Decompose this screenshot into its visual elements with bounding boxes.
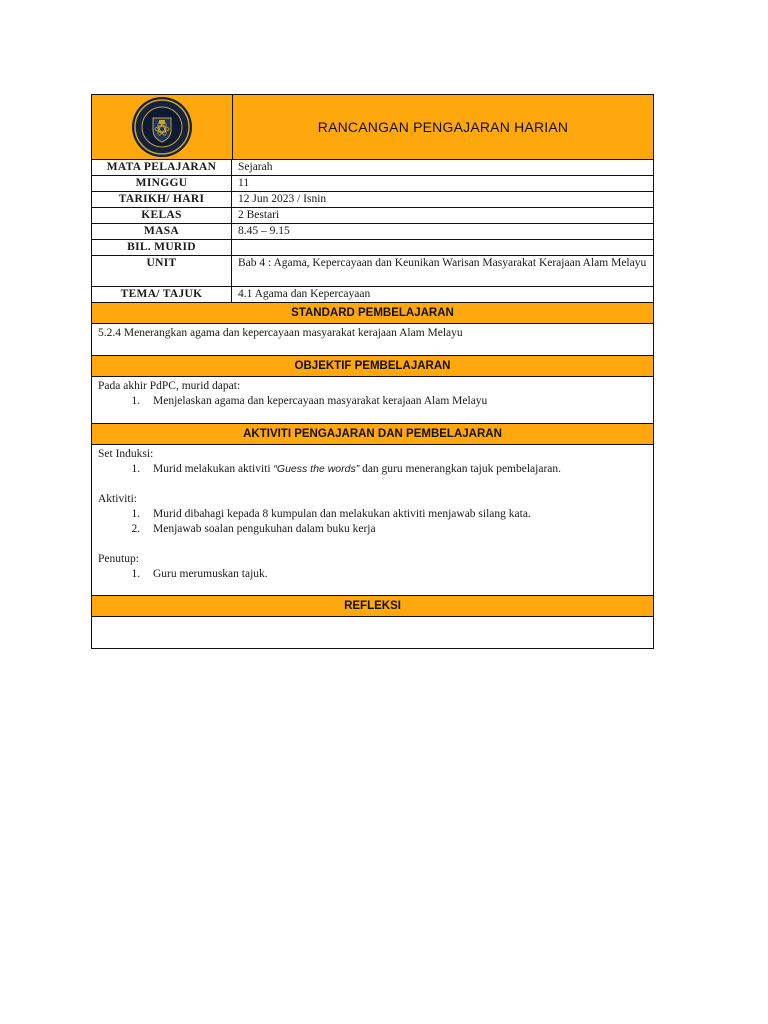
info-label: UNIT [92,256,232,286]
set-induksi-activity-name: “Guess the words” [273,463,360,475]
list-item: 1. Guru merumuskan tajuk. [143,567,647,582]
school-crest-icon [131,96,193,158]
list-item [143,462,647,477]
info-value: 8.45 – 9.15 [238,225,290,237]
info-label: BIL. MURID [92,240,232,255]
standard-text: 5.2.4 Menerangkan agama dan kepercayaan masyarakat kerajaan Alam Melayu [98,327,463,339]
info-value: 4.1 Agama dan Kepercayaan [238,288,371,300]
list-item: 1. Menjelaskan agama dan kepercayaan masyarakat kerajaan Alam Melayu [143,394,647,409]
info-row-bil-murid [92,240,653,256]
list-item: 2. Menjawab soalan pengukuhan dalam buku kerja [143,522,647,537]
info-label: MASA [92,224,232,239]
section-heading-standard: STANDARD PEMBELAJARAN [92,303,653,324]
info-label: TEMA/ TAJUK [92,287,232,302]
info-row-masa [92,224,653,240]
aktiviti-label: Aktiviti: [98,493,137,505]
info-label: MATA PELAJARAN [92,160,232,175]
info-value: 2 Bestari [238,209,280,221]
objektif-intro: Pada akhir PdPC, murid dapat: [98,380,241,392]
penutup-label: Penutup: [98,553,139,565]
section-heading-objektif: OBJEKTIF PEMBELAJARAN [92,356,653,377]
info-value: Bab 4 : Agama, Kepercayaan dan Keunikan Warisan Masyarakat Kerajaan Alam Melayu [238,257,647,269]
info-row-mata-pelajaran [92,160,653,176]
header-row [92,95,653,160]
page-title: RANCANGAN PENGAJARAN HARIAN [233,95,653,159]
list-item: 1. Murid dibahagi kepada 8 kumpulan dan melakukan aktiviti menjawab silang kata. [143,507,647,522]
set-induksi-label: Set Induksi: [98,448,154,460]
info-label: MINGGU [92,176,232,191]
section-heading-refleksi: REFLEKSI [92,596,653,617]
logo-cell [92,95,233,159]
info-label: TARIKH/ HARI [92,192,232,207]
info-value: 12 Jun 2023 / Isnin [238,193,327,205]
info-value [232,240,653,255]
lesson-plan-sheet [91,94,654,649]
standard-body [92,324,653,356]
info-row-minggu [92,176,653,192]
set-induksi-text-post: dan guru menerangkan tajuk pembelajaran. [359,463,562,475]
info-row-unit [92,256,653,287]
info-row-tarikh-hari [92,192,653,208]
info-row-kelas [92,208,653,224]
info-value: 11 [238,177,250,189]
aktiviti-body [92,445,653,596]
refleksi-body [92,617,653,648]
set-induksi-text-pre: Murid melakukan aktiviti [153,463,274,475]
info-row-tema-tajuk [92,287,653,303]
info-value: Sejarah [238,161,273,173]
info-label: KELAS [92,208,232,223]
objektif-body [92,377,653,424]
section-heading-aktiviti: AKTIVITI PENGAJARAN DAN PEMBELAJARAN [92,424,653,445]
